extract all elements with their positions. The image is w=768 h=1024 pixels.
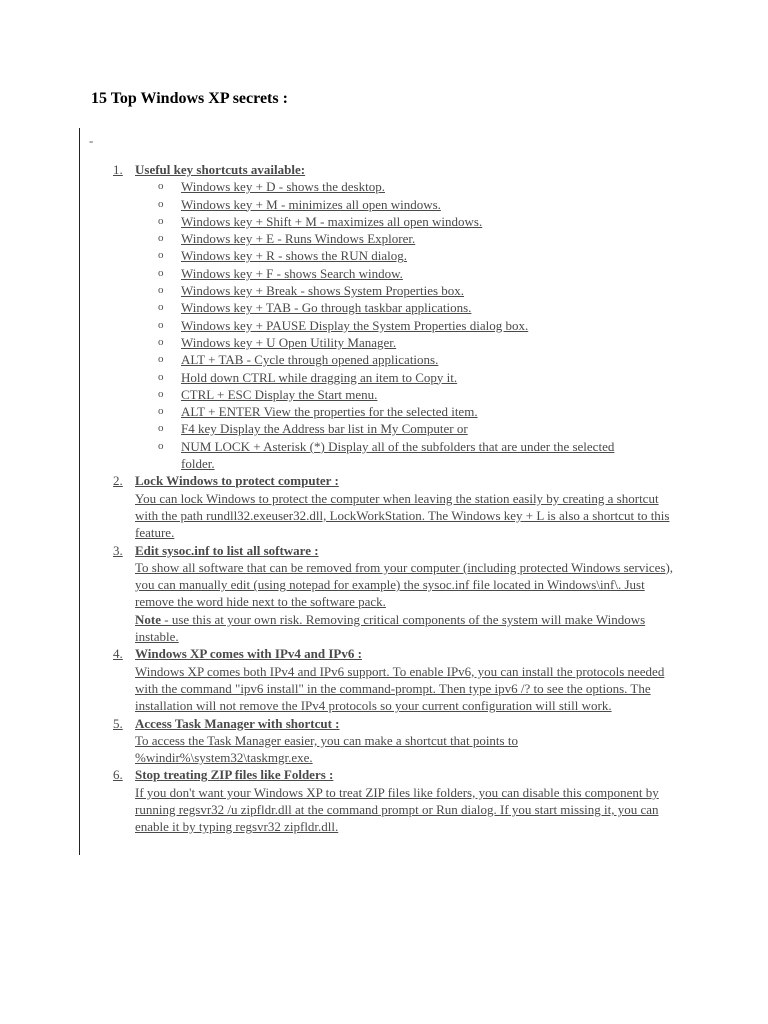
section-body-link[interactable]: To access the Task Manager easier, you can make a shortcut that points to %windir%\system32\taskmgr.exe. <box>135 732 518 766</box>
circle-bullet-icon: o <box>158 232 164 245</box>
list-item-text[interactable]: ALT + TAB - Cycle through opened applications. <box>181 352 439 368</box>
section-body-link[interactable]: If you don't want your Windows XP to treat ZIP files like folders, you can disable this component by running regsvr32 /u zipfldr.dll at the command prompt or Run dialog. If you start missing it, you can enable it by typing regsvr32 zipfldr.dll. <box>135 784 659 835</box>
list-item[interactable] <box>0 196 641 213</box>
section-number: 3. <box>113 542 123 558</box>
list-item-text[interactable]: Windows key + U Open Utility Manager. <box>181 334 397 350</box>
list-item[interactable] <box>0 351 641 368</box>
circle-bullet-icon: o <box>158 405 164 418</box>
section-body-link[interactable]: To show all software that can be removed from your computer (including protected Windows services), you can manually edit (using notepad for example) the sysoc.inf file located in Windows\inf\. Just remove the word hide next to the software pack. <box>135 559 674 610</box>
circle-bullet-icon: o <box>158 266 164 279</box>
list-item[interactable] <box>0 247 641 264</box>
list-item[interactable] <box>0 230 641 247</box>
section-5 <box>0 715 768 767</box>
list-item[interactable] <box>0 386 641 403</box>
section-number: 6. <box>113 767 123 783</box>
section-2 <box>0 472 768 541</box>
section-heading-link[interactable]: Lock Windows to protect computer : <box>135 473 339 489</box>
section-body-link[interactable]: You can lock Windows to protect the computer when leaving the station easily by creating a shortcut with the path rundll32.exeuser32.dll, LockWorkStation. The Windows key + L is also a shortcut to this feature. <box>135 490 670 541</box>
note-text: - use this at your own risk. Removing critical components of the system will make Windows instable. <box>135 611 646 645</box>
circle-bullet-icon: o <box>158 353 164 366</box>
list-item-text[interactable]: Windows key + E - Runs Windows Explorer. <box>181 231 416 247</box>
section-3 <box>0 542 768 646</box>
list-item[interactable] <box>0 317 641 334</box>
circle-bullet-icon: o <box>158 197 164 210</box>
list-item-text[interactable]: F4 key Display the Address bar list in My Computer or <box>181 421 468 437</box>
list-item-text[interactable]: ALT + ENTER View the properties for the selected item. <box>181 404 478 420</box>
page-title: 15 Top Windows XP secrets : <box>91 90 288 107</box>
section-number: 5. <box>113 715 123 731</box>
circle-bullet-icon: o <box>158 439 164 452</box>
note-label: Note <box>135 611 161 627</box>
list-item-text[interactable]: Windows key + F - shows Search window. <box>181 265 403 281</box>
section-number: 1. <box>113 162 123 177</box>
circle-bullet-icon: o <box>158 214 164 227</box>
section-heading-link[interactable]: Useful key shortcuts available: <box>135 162 306 177</box>
circle-bullet-icon: o <box>158 318 164 331</box>
list-item-text[interactable]: Windows key + M - minimizes all open windows. <box>181 196 441 212</box>
list-item-text[interactable]: Windows key + PAUSE Display the System Properties dialog box. <box>181 317 529 333</box>
list-item[interactable] <box>0 178 641 195</box>
circle-bullet-icon: o <box>158 301 164 314</box>
circle-bullet-icon: o <box>158 180 164 193</box>
list-item[interactable] <box>0 334 641 351</box>
section-heading-link[interactable]: Edit sysoc.inf to list all software : <box>135 542 319 558</box>
list-item-text[interactable]: CTRL + ESC Display the Start menu. <box>181 386 378 402</box>
shortcut-list <box>0 178 768 472</box>
dash-marker: - <box>89 133 94 148</box>
circle-bullet-icon: o <box>158 370 164 383</box>
section-heading-link[interactable]: Access Task Manager with shortcut : <box>135 715 340 731</box>
section-1 <box>0 161 768 472</box>
list-item[interactable] <box>0 213 641 230</box>
section-6 <box>0 766 768 835</box>
list-item[interactable] <box>0 265 641 282</box>
section-note-link[interactable] <box>0 611 680 646</box>
list-item-text[interactable]: Windows key + R - shows the RUN dialog. <box>181 248 407 264</box>
circle-bullet-icon: o <box>158 284 164 297</box>
list-item[interactable] <box>0 420 641 437</box>
list-item[interactable] <box>0 369 641 386</box>
section-number: 2. <box>113 473 123 489</box>
list-item-text[interactable]: Windows key + D - shows the desktop. <box>181 179 385 195</box>
list-item-text[interactable]: Windows key + Break - shows System Properties box. <box>181 283 465 299</box>
list-item[interactable] <box>0 438 641 473</box>
section-heading-link[interactable]: Windows XP comes with IPv4 and IPv6 : <box>135 646 362 662</box>
circle-bullet-icon: o <box>158 249 164 262</box>
list-item[interactable] <box>0 403 641 420</box>
circle-bullet-icon: o <box>158 422 164 435</box>
list-item-text[interactable]: Windows key + TAB - Go through taskbar applications. <box>181 300 472 316</box>
list-item[interactable] <box>0 282 641 299</box>
section-body-link[interactable]: Windows XP comes both IPv4 and IPv6 support. To enable IPv6, you can install the protocols needed with the command "ipv6 install" in the command-prompt. Then type ipv6 /? to see the options. The installation will not remove the IPv4 protocols so your current configuration will still work. <box>135 663 665 714</box>
list-item-text[interactable]: Windows key + Shift + M - maximizes all open windows. <box>181 213 483 229</box>
circle-bullet-icon: o <box>158 335 164 348</box>
section-4 <box>0 645 768 714</box>
circle-bullet-icon: o <box>158 387 164 400</box>
list-item[interactable] <box>0 299 641 316</box>
secrets-list <box>0 161 768 836</box>
list-item-text[interactable]: NUM LOCK + Asterisk (*) Display all of the subfolders that are under the selected folder. <box>181 438 615 472</box>
list-item-text[interactable]: Hold down CTRL while dragging an item to Copy it. <box>181 369 458 385</box>
section-number: 4. <box>113 646 123 662</box>
section-heading-link[interactable]: Stop treating ZIP files like Folders : <box>135 767 334 783</box>
